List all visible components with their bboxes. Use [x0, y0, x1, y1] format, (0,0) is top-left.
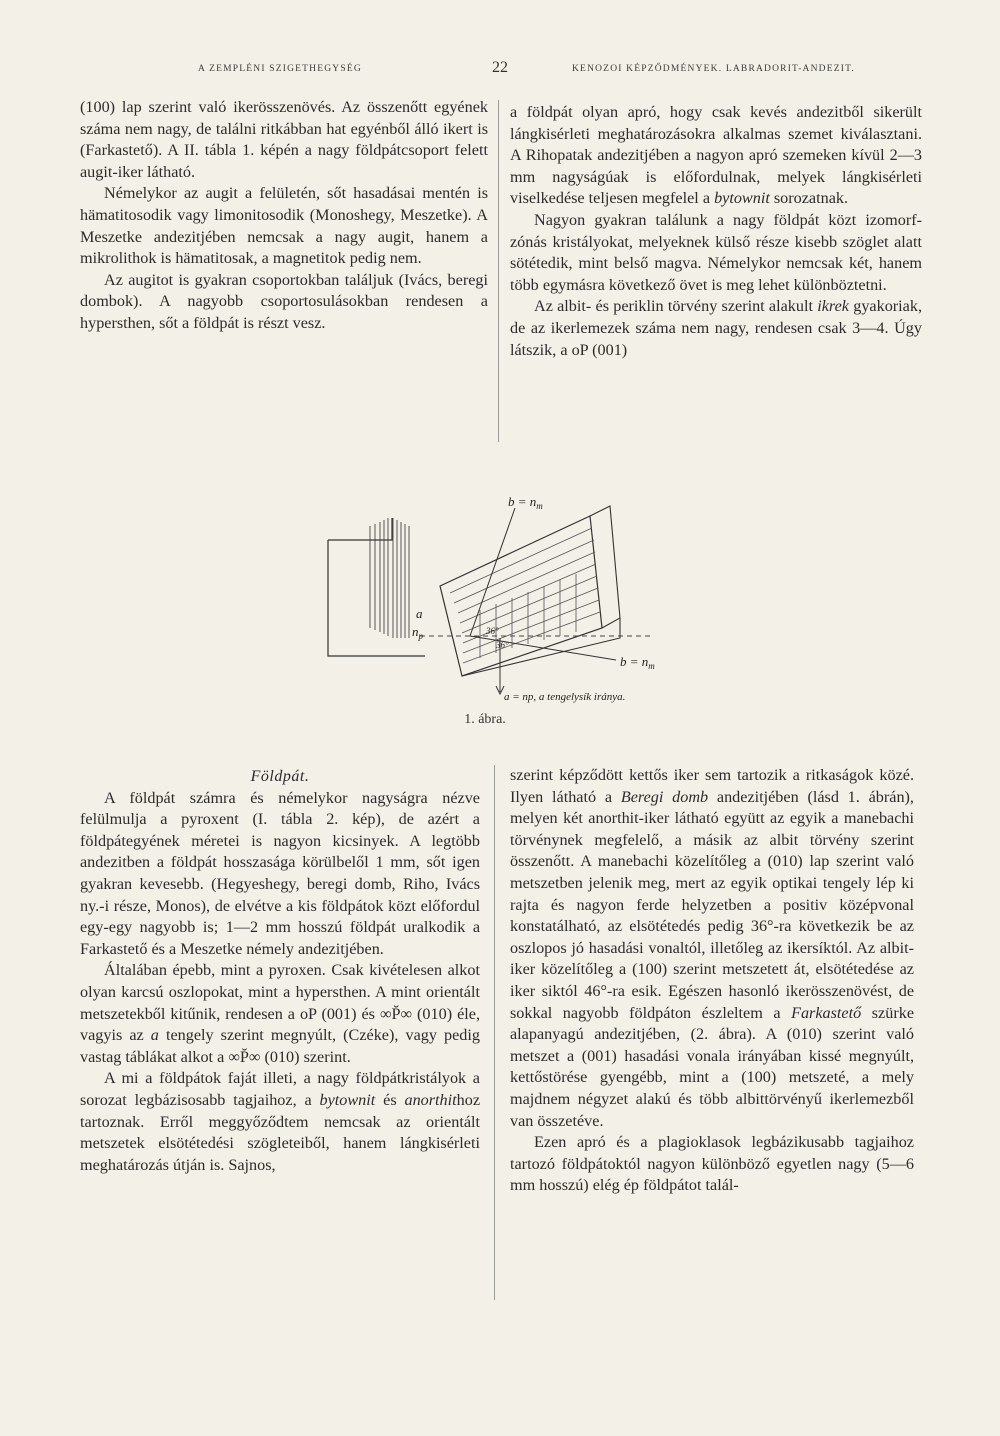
figure-label-angle-1: 36°	[486, 626, 499, 636]
top-right-column	[510, 102, 922, 361]
section-title: Földpát.	[250, 768, 310, 785]
svg-text:np: $n_p$	[412, 624, 423, 641]
paragraph: A földpát számra és némelykor nagyságra nézve felülmulja a pyroxent (I. tábla 2. kép), de azért a földpátegyének méretei is nagyon kicsinyek. A legtöbb andezitben a földpát hosszasága körülbelől 1 mm, sőt igen gyakran kevesebb. (Hegyeshegy, beregi domb, Riho, Ivács ny.-i része, Monos), de elvétve a kis földpátok közt előfordul egy-egy nagyobb is; 1—2 mm hosszú földpát uralkodik a Farkastető és a Meszetke némely andezitjében.	[80, 788, 480, 958]
paragraph: Ezen apró és a plagioklasok legbázikusabb tagjaihoz tartozó földpátoktól nagyon különböző egyetlen nagy (5—6 mm hosszú) elég ép földpátot talál-	[510, 1133, 914, 1195]
paragraph: A mi a földpátok faját illeti, a nagy földpátkristályok a sorozat legbázisosabb tagjaihoz, a bytownit és anorthithoz tartoznak. Erről meggyőződtem nemcsak az orientált metszetek elsötétedési szögleteiből, hanem lángkisérleti meghatározás útján is. Sajnos,	[80, 1069, 481, 1174]
figure-caption: 1. ábra.	[464, 712, 506, 727]
figure-label-angle-2: 36°	[496, 640, 509, 650]
running-head-left: A ZEMPLÉNI SZIGETHEGYSÉG	[198, 64, 362, 74]
paragraph: Az augitot is gyakran csoportokban találjuk (Ivács, beregi dombok). A nagyobb csoportosulásokban rendesen a hypersthen, sőt a földpát is részt vesz.	[80, 270, 488, 332]
paragraph: (100) lap szerint való ikerösszenövés. Az összenőtt egyének száma nem nagy, de találni ritkábban hat egyénből álló ikert is (Farkastető). A II. tábla 1. képén a nagy földpátcsoport felett augit-iker látható.	[80, 98, 488, 181]
paragraph: Az albit- és periklin törvény szerint alakult ikrek gyakoriak, de az ikerlemezek száma nem nagy, rendesen csak 3—4. Úgy látszik, a oP (001)	[510, 297, 922, 359]
running-head-right: KENOZOI KÉPZŐDMÉNYEK. LABRADORIT-ANDEZIT.	[572, 64, 855, 74]
page-number: 22	[492, 59, 508, 76]
top-left-column	[80, 97, 488, 335]
column-rule-top	[498, 100, 499, 442]
bottom-right-column	[510, 765, 914, 1197]
figure-label-b-top: b = n	[508, 494, 537, 509]
figure-twin-crystal-diagram	[320, 488, 680, 728]
paragraph: szerint képződött kettős iker sem tartozik a ritkaságok közé. Ilyen látható a Beregi domb andezitjében (lásd 1. ábrán), melyen két anorthit-iker látható együtt az egyik a manebachi törvénynek megfelelő, a másik az albit törvény szerint összenőtt. A manebachi közelítőleg a (010) lap szerint való metszetben jelenik meg, mert az egyik optikai tengely lép ki rajta és nagyon ferde helyzetben a positiv középvonal konstatálható, az elsötétedés pedig 36°-ra következik be az oszlopos jó hasadási vonaltól, illetőleg az ikersíktól. Az albit-iker közelítőleg a (100) szerint metszetett át, elsötétedése az iker siktól 46°-ra esik. Egészen hasonló ikerösszenövést, de sokkal nagyobb földpáton észleltem a Farkastető szürke alapanyagú andezitjében, (2. ábra). A (010) szerint való metszet a (001) hasadási vonala irányában kissé megnyúlt, kettőstörése gyengébb, mint a (100) metszeté, a mely majdnem négyzet alakú és több albittörvényű ikerlemezből van összetéve.	[510, 766, 915, 1130]
figure-label-b-right: b = n	[620, 654, 649, 669]
figure-label-a: a	[416, 606, 423, 621]
paragraph: a földpát olyan apró, hogy csak kevés andezitből sikerült lángkisérleti meghatározásokra alkalmas szemet kiválasztani. A Rihopatak andezitjében a nagyon apró szemeken kívül 2—3 mm nagyságúak is előfordulnak, melyek lángkisérleti viselkedése teljesen megfelel a bytownit sorozatnak.	[510, 103, 922, 208]
svg-text:b = nm: $b = n_m$	[620, 654, 655, 671]
paragraph: Általában épebb, mint a pyroxen. Csak kivételesen alkot olyan karcsú oszlopokat, mint a hypersthen. A mint orientált metszetekből kitűnik, rendesen a oP (001) és ∞P̆∞ (010) éle, vagyis az a tengely szerint megnyúlt, (Czéke), vagy pedig vastag táblákat alkot a ∞P̆∞ (010) szerint.	[80, 961, 480, 1066]
column-rule-bottom	[494, 765, 495, 1300]
paragraph: Némelykor az augit a felületén, sőt hasadásai mentén is hämatitosodik vagy limonitosodik (Monoshegy, Meszetke). A Meszetke andezitjében nemcsak a nagy augit, hanem a mikrolithok is hämatitosak, a magnetitok pedig nem.	[80, 184, 488, 268]
bottom-left-column	[80, 768, 481, 1176]
running-head	[0, 58, 1000, 82]
svg-text:b = nm: $b = n_m$	[508, 494, 543, 511]
figure-label-n: n	[412, 624, 419, 639]
figure-label-axis: a = np, a tengelysík iránya.	[504, 691, 626, 703]
paragraph: Nagyon gyakran találunk a nagy földpát közt izomorf-zónás kristályokat, melyeknek külső része kisebb szöglet alatt sötétedik, mint belső magva. Némelykor nemcsak két, hanem több egymásra következő övet is meg lehet különböztetni.	[510, 210, 922, 294]
